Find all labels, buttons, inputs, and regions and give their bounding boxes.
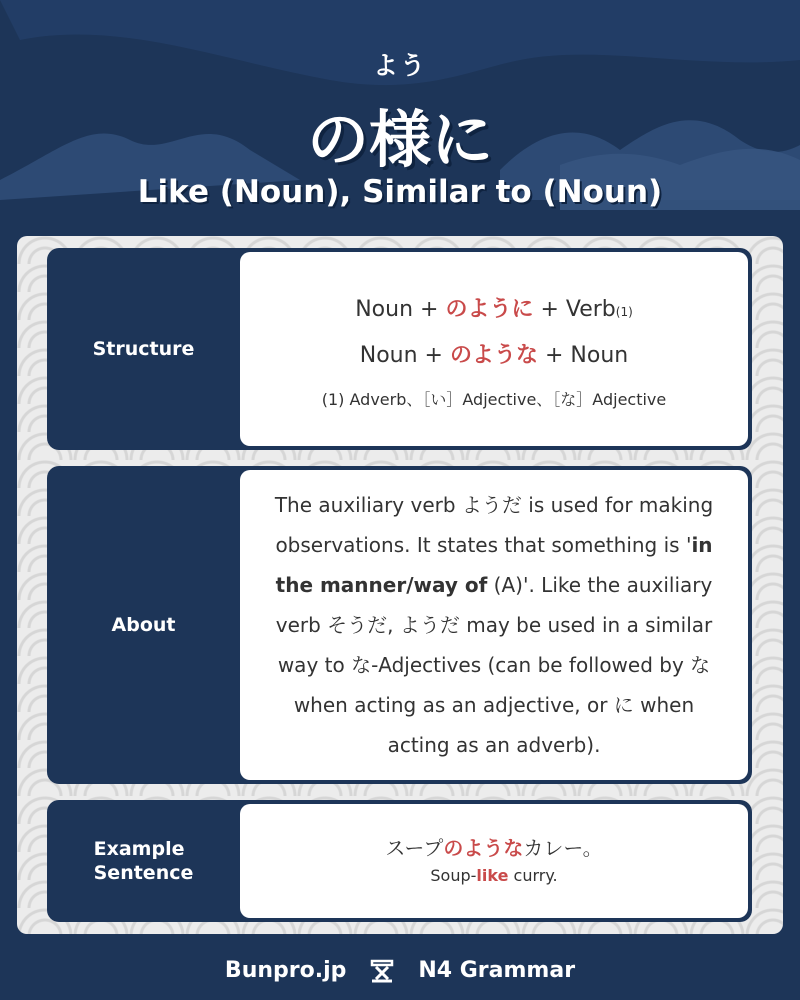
about-section [47,466,752,784]
example-section [47,800,752,922]
page-title: の様に [306,103,493,176]
example-label: Example Sentence [93,838,194,884]
footer-site[interactable]: Bunpro.jp [224,957,347,983]
example-content [240,804,748,918]
about-label: About [111,614,176,636]
footer [0,952,800,988]
structure-content [240,252,748,446]
about-content [240,470,748,780]
structure-line-1: Noun + のように + Verb(1) [355,297,633,322]
bunpro-logo-icon [368,956,396,984]
example-japanese: スープのようなカレー。 [385,836,603,860]
title-furigana: よう [372,51,427,80]
page-subtitle: Like (Noun), Similar to (Noun) [137,174,663,210]
structure-label: Structure [92,338,195,360]
about-text: The auxiliary verb ようだ is used for making observations. It states that something is 'in the manner/way of (A)'. Like the auxiliary verb そうだ, ようだ may be used in a similar way to な-Adjectives (can be followed by な when acting as an adjective, or に when acting as an adverb). [274,493,714,757]
structure-section [47,248,752,450]
structure-note: (1) Adverb、［い］Adjective、［な］Adjective [321,390,667,409]
footer-level: N4 Grammar [418,957,576,983]
structure-line-2: Noun + のような + Noun [359,343,629,368]
example-english: Soup-like curry. [430,866,558,885]
